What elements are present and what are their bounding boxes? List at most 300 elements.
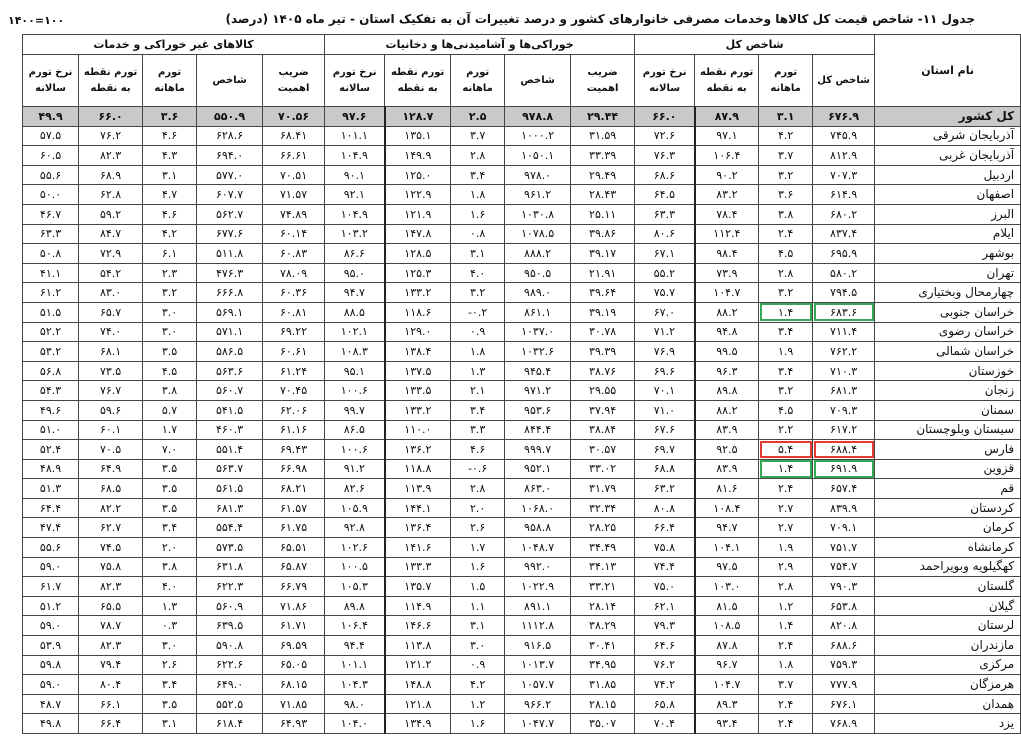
value-cell: ۷۰.۴۵ xyxy=(263,381,325,401)
value-cell: ۵۵۱.۴ xyxy=(197,440,263,460)
province-name-cell: هرمزگان xyxy=(875,675,1021,695)
value-cell: ۶۴.۵ xyxy=(635,185,695,205)
value-cell: ۳۱.۵۹ xyxy=(571,126,635,146)
value-cell: ۳۳.۰۲ xyxy=(571,459,635,479)
province-name-cell: کرمانشاه xyxy=(875,538,1021,558)
province-name-cell: مرکزی xyxy=(875,655,1021,675)
province-name-cell: ایلام xyxy=(875,224,1021,244)
value-cell: ۸۰.۸ xyxy=(635,498,695,518)
table-row xyxy=(23,381,1021,401)
value-cell: ۷۹۴.۵ xyxy=(813,283,875,303)
value-cell: ۳۰.۴۱ xyxy=(571,636,635,656)
value-cell: ۴۹.۹ xyxy=(23,107,79,127)
value-cell: ۱.۶ xyxy=(451,204,505,224)
col-nonfood-index: شاخص xyxy=(197,55,263,107)
value-cell: ۶۵.۸۷ xyxy=(263,557,325,577)
value-cell: ۱.۱ xyxy=(451,596,505,616)
value-cell: ۶۵.۵۱ xyxy=(263,538,325,558)
value-cell: ۶۸.۶ xyxy=(635,165,695,185)
value-cell: ۷۴.۸۹ xyxy=(263,204,325,224)
value-cell: ۱۱۰.۰ xyxy=(385,420,451,440)
value-cell: ۳.۱ xyxy=(759,107,813,127)
value-cell: ۸۸۸.۲ xyxy=(505,244,571,264)
value-cell: ۶۰۷.۷ xyxy=(197,185,263,205)
value-cell: ۱۰۲.۶ xyxy=(325,538,385,558)
value-cell: ۶۸۰.۲ xyxy=(813,204,875,224)
value-cell: ۶۰.۸۱ xyxy=(263,302,325,322)
value-cell: ۳.۴ xyxy=(451,165,505,185)
value-cell: ۵۶۳.۷ xyxy=(197,459,263,479)
value-cell: ۶۶.۴ xyxy=(79,714,143,734)
value-cell: ۷۶۸.۹ xyxy=(813,714,875,734)
table-row xyxy=(23,538,1021,558)
province-name-cell: بوشهر xyxy=(875,244,1021,264)
table-row xyxy=(23,694,1021,714)
value-cell: ۱۰۴۷.۷ xyxy=(505,714,571,734)
value-cell: ۱۰۶.۴ xyxy=(695,146,759,166)
value-cell: ۱۳۷.۵ xyxy=(385,361,451,381)
value-cell: ۷۸.۷ xyxy=(79,616,143,636)
value-cell: ۴.۵ xyxy=(143,361,197,381)
value-cell: ۱۴۶.۶ xyxy=(385,616,451,636)
value-cell: ۷۶.۳ xyxy=(635,146,695,166)
value-cell: ۵۳.۹ xyxy=(23,636,79,656)
value-cell: ۷۰۹.۱ xyxy=(813,518,875,538)
col-food-weight: ضریب اهمیت xyxy=(571,55,635,107)
food-group-header: خوراکی‌ها و آشامیدنی‌ها و دخانیات xyxy=(325,35,635,55)
value-cell: ۱۱۴.۹ xyxy=(385,596,451,616)
table-row xyxy=(23,165,1021,185)
province-name-cell: خراسان رضوی xyxy=(875,322,1021,342)
province-name-cell: کل کشور xyxy=(875,107,1021,127)
province-name-cell: کردستان xyxy=(875,498,1021,518)
value-cell: ۱.۴ xyxy=(759,302,813,322)
value-cell: ۲.۴ xyxy=(759,694,813,714)
value-cell: ۷۰.۵۱ xyxy=(263,165,325,185)
value-cell: ۵۱.۳ xyxy=(23,479,79,499)
value-cell: ۶۶۶.۸ xyxy=(197,283,263,303)
value-cell: ۳۹.۳۹ xyxy=(571,342,635,362)
value-cell: ۹۳.۴ xyxy=(695,714,759,734)
value-cell: ۶۸.۹ xyxy=(79,165,143,185)
value-cell: ۱۰۱.۱ xyxy=(325,655,385,675)
table-row xyxy=(23,459,1021,479)
value-cell: ۴۶.۷ xyxy=(23,204,79,224)
value-cell: ۱۲۸.۵ xyxy=(385,244,451,264)
value-cell: ۸۳.۹ xyxy=(695,459,759,479)
value-cell: ۱۰۵۰.۱ xyxy=(505,146,571,166)
value-cell: ۹۶.۳ xyxy=(695,361,759,381)
value-cell: ۶۲۲.۳ xyxy=(197,577,263,597)
value-cell: ۲.۴ xyxy=(759,714,813,734)
value-cell: ۱۱۱۲.۸ xyxy=(505,616,571,636)
value-cell: ۱۰۴.۰ xyxy=(325,714,385,734)
value-cell: ۹۵۳.۶ xyxy=(505,400,571,420)
table-row xyxy=(23,420,1021,440)
value-cell: ۱۰۰۰.۲ xyxy=(505,126,571,146)
value-cell: ۱۲۵.۳ xyxy=(385,263,451,283)
value-cell: ۱.۶ xyxy=(451,557,505,577)
value-cell: ۲.۸ xyxy=(451,479,505,499)
value-cell: ۳.۵ xyxy=(143,479,197,499)
province-name-cell: خوزستان xyxy=(875,361,1021,381)
value-cell: ۵۵.۲ xyxy=(635,263,695,283)
value-cell: ۱۳۴.۹ xyxy=(385,714,451,734)
value-cell: ۱۰۲.۱ xyxy=(325,322,385,342)
value-cell: ۸۰.۶ xyxy=(635,224,695,244)
value-cell: ۳.۲ xyxy=(759,283,813,303)
col-total-monthly: تورم ماهانه xyxy=(759,55,813,107)
value-cell: ۸۸.۲ xyxy=(695,302,759,322)
value-cell: ۵۵.۶ xyxy=(23,165,79,185)
value-cell: ۶۷.۶ xyxy=(635,420,695,440)
province-name-cell: تهران xyxy=(875,263,1021,283)
value-cell: ۳.۴ xyxy=(143,518,197,538)
value-cell: ۴.۵ xyxy=(759,400,813,420)
value-cell: ۴.۶ xyxy=(143,126,197,146)
value-cell: ۸۳.۹ xyxy=(695,420,759,440)
value-cell: ۱.۸ xyxy=(759,655,813,675)
value-cell: ۲۸.۲۵ xyxy=(571,518,635,538)
value-cell: ۶۱.۷۵ xyxy=(263,518,325,538)
value-cell: ۱۰۲۲.۹ xyxy=(505,577,571,597)
value-cell: ۴.۵ xyxy=(759,244,813,264)
value-cell: ۹۴.۷ xyxy=(325,283,385,303)
value-cell: ۴.۰ xyxy=(451,263,505,283)
value-cell: ۵۹.۸ xyxy=(23,655,79,675)
value-cell: ۸۲.۶ xyxy=(325,479,385,499)
value-cell: ۳.۱ xyxy=(143,714,197,734)
value-cell: ۶۲.۰۶ xyxy=(263,400,325,420)
value-cell: ۱۴۱.۶ xyxy=(385,538,451,558)
value-cell: ۴.۷ xyxy=(143,185,197,205)
value-cell: ۸۴۴.۴ xyxy=(505,420,571,440)
value-cell: ۴.۲ xyxy=(451,675,505,695)
value-cell: ۴۷.۴ xyxy=(23,518,79,538)
table-row xyxy=(23,361,1021,381)
value-cell: ۷۲.۶ xyxy=(635,126,695,146)
col-total-annual: نرخ تورم سالانه xyxy=(635,55,695,107)
value-cell: ۲۸.۱۵ xyxy=(571,694,635,714)
value-cell: ۵۵۴.۴ xyxy=(197,518,263,538)
value-cell: ۷۴۵.۹ xyxy=(813,126,875,146)
value-cell: ۱۱۳.۸ xyxy=(385,636,451,656)
base-year-label: ۱۴۰۰=۱۰۰ xyxy=(8,14,65,27)
value-cell: ۸۱۲.۹ xyxy=(813,146,875,166)
value-cell: ۷۷۷.۹ xyxy=(813,675,875,695)
value-cell: ۴.۲ xyxy=(759,126,813,146)
value-cell: ۶۹۱.۹ xyxy=(813,459,875,479)
value-cell: ۶۶.۷۹ xyxy=(263,577,325,597)
value-cell: ۵۹.۲ xyxy=(79,204,143,224)
value-cell: ۷۶.۲ xyxy=(635,655,695,675)
value-cell: ۴۹.۶ xyxy=(23,400,79,420)
value-cell: ۶۸۳.۶ xyxy=(813,302,875,322)
value-cell: ۱۰۴.۱ xyxy=(695,538,759,558)
province-name-cell: یزد xyxy=(875,714,1021,734)
value-cell: ۵۸۰.۲ xyxy=(813,263,875,283)
value-cell: ۳.۱ xyxy=(451,616,505,636)
value-cell: ۲.۷ xyxy=(759,498,813,518)
province-name-cell: البرز xyxy=(875,204,1021,224)
value-cell: ۷۸.۴ xyxy=(695,204,759,224)
value-cell: ۱.۹ xyxy=(759,342,813,362)
value-cell: ۹۸.۴ xyxy=(695,244,759,264)
value-cell: ۲.۸ xyxy=(451,146,505,166)
value-cell: ۴.۶ xyxy=(451,440,505,460)
table-row xyxy=(23,322,1021,342)
value-cell: ۳۸.۷۶ xyxy=(571,361,635,381)
value-cell: ۲.۴ xyxy=(759,636,813,656)
value-cell: ۸۶۱.۱ xyxy=(505,302,571,322)
value-cell: ۳۵.۰۷ xyxy=(571,714,635,734)
table-row xyxy=(23,224,1021,244)
table-row xyxy=(23,479,1021,499)
province-name-cell: اصفهان xyxy=(875,185,1021,205)
value-cell: ۰.۸ xyxy=(451,224,505,244)
value-cell: ۶۸۱.۳ xyxy=(813,381,875,401)
value-cell: ۸۲۰.۸ xyxy=(813,616,875,636)
value-cell: ۲.۵ xyxy=(451,107,505,127)
value-cell: ۹۲.۱ xyxy=(325,185,385,205)
value-cell: ۶۹.۲۲ xyxy=(263,322,325,342)
value-cell: ۹۵.۰ xyxy=(325,263,385,283)
value-cell: ۵۶۹.۱ xyxy=(197,302,263,322)
value-cell: ۹۷.۶ xyxy=(325,107,385,127)
nonfood-group-header: کالاهای غیر خوراکی و خدمات xyxy=(23,35,325,55)
value-cell: ۱.۳ xyxy=(143,596,197,616)
province-name-cell: آذربایجان غربی xyxy=(875,146,1021,166)
value-cell: ۳.۸ xyxy=(143,381,197,401)
value-cell: ۵۷۷.۰ xyxy=(197,165,263,185)
value-cell: ۶۰.۵ xyxy=(23,146,79,166)
value-cell: ۱۰۳۷.۰ xyxy=(505,322,571,342)
value-cell: ۲۹.۴۹ xyxy=(571,165,635,185)
value-cell: ۹۰.۲ xyxy=(695,165,759,185)
value-cell: ۶۵.۷ xyxy=(79,302,143,322)
value-cell: ۰.۹ xyxy=(451,655,505,675)
province-name-cell: خراسان جنوبی xyxy=(875,302,1021,322)
value-cell: ۶۳۹.۵ xyxy=(197,616,263,636)
value-cell: ۸۳.۰ xyxy=(79,283,143,303)
value-cell: ۶۸.۸ xyxy=(635,459,695,479)
value-cell: ۶۵.۵ xyxy=(79,596,143,616)
value-cell: ۷۹.۳ xyxy=(635,616,695,636)
value-cell: ۷۱.۸۶ xyxy=(263,596,325,616)
value-cell: ۷۳.۹ xyxy=(695,263,759,283)
table-row xyxy=(23,675,1021,695)
value-cell: ۱۰۵.۳ xyxy=(325,577,385,597)
value-cell: ۶۶.۴ xyxy=(635,518,695,538)
value-cell: ۳.۱ xyxy=(451,244,505,264)
value-cell: ۲.۰ xyxy=(451,498,505,518)
value-cell: ۴.۲ xyxy=(143,224,197,244)
value-cell: ۶۷.۱ xyxy=(635,244,695,264)
province-name-cell: زنجان xyxy=(875,381,1021,401)
province-name-cell: گلستان xyxy=(875,577,1021,597)
value-cell: ۳.۱ xyxy=(143,165,197,185)
value-cell: ۵۶۰.۷ xyxy=(197,381,263,401)
country-total-row xyxy=(23,107,1021,127)
value-cell: ۲.۶ xyxy=(143,655,197,675)
value-cell: ۳.۸ xyxy=(759,204,813,224)
table-row xyxy=(23,577,1021,597)
table-row xyxy=(23,146,1021,166)
value-cell: ۳.۲ xyxy=(143,283,197,303)
value-cell: ۵۷۳.۵ xyxy=(197,538,263,558)
value-cell: ۳.۰ xyxy=(143,636,197,656)
value-cell: ۳۳.۳۹ xyxy=(571,146,635,166)
table-row xyxy=(23,596,1021,616)
value-cell: ۶۹۵.۹ xyxy=(813,244,875,264)
value-cell: ۶۱۷.۲ xyxy=(813,420,875,440)
value-cell: ۳.۴ xyxy=(759,361,813,381)
value-cell: ۸۶.۵ xyxy=(325,420,385,440)
value-cell: ۵۶۰.۹ xyxy=(197,596,263,616)
province-name-cell: اردبیل xyxy=(875,165,1021,185)
value-cell: ۱۳۵.۷ xyxy=(385,577,451,597)
value-cell: ۲.۴ xyxy=(759,479,813,499)
value-cell: ۹۷۸.۸ xyxy=(505,107,571,127)
value-cell: ۶۴.۹ xyxy=(79,459,143,479)
value-cell: ۹۹۲.۰ xyxy=(505,557,571,577)
value-cell: ۱۲۹.۰ xyxy=(385,322,451,342)
value-cell: ۳.۵ xyxy=(143,498,197,518)
value-cell: ۱۳۳.۵ xyxy=(385,381,451,401)
value-cell: ۹۲.۵ xyxy=(695,440,759,460)
value-cell: ۷۰۹.۳ xyxy=(813,400,875,420)
value-cell: ۳۹.۸۶ xyxy=(571,224,635,244)
value-cell: ۱۱۲.۴ xyxy=(695,224,759,244)
value-cell: ۶۲۲.۶ xyxy=(197,655,263,675)
province-name-cell: قزوین xyxy=(875,459,1021,479)
value-cell: ۶۰.۳۶ xyxy=(263,283,325,303)
value-cell: ۷۰.۱ xyxy=(635,381,695,401)
value-cell: ۴۸.۹ xyxy=(23,459,79,479)
value-cell: ۶۹.۶ xyxy=(635,361,695,381)
value-cell: ۵۵۰.۹ xyxy=(197,107,263,127)
value-cell: ۱.۸ xyxy=(451,185,505,205)
table-row xyxy=(23,714,1021,734)
value-cell: ۶۳.۲ xyxy=(635,479,695,499)
value-cell: ۶۱.۷ xyxy=(23,577,79,597)
value-cell: ۶۱.۲۴ xyxy=(263,361,325,381)
value-cell: ۸۱.۵ xyxy=(695,596,759,616)
value-cell: ۳.۲ xyxy=(451,283,505,303)
value-cell: ۸۷.۸ xyxy=(695,636,759,656)
value-cell: ۹۷۸.۰ xyxy=(505,165,571,185)
value-cell: ۴.۶ xyxy=(143,204,197,224)
value-cell: ۸۴.۷ xyxy=(79,224,143,244)
value-cell: ۱۴۷.۸ xyxy=(385,224,451,244)
table-row xyxy=(23,557,1021,577)
value-cell: ۰.۳ xyxy=(143,616,197,636)
province-name-cell: قم xyxy=(875,479,1021,499)
value-cell: ۶۳.۳ xyxy=(23,224,79,244)
value-cell: ۹۷.۵ xyxy=(695,557,759,577)
value-cell: ۹۰.۱ xyxy=(325,165,385,185)
value-cell: ۵۱.۵ xyxy=(23,302,79,322)
value-cell: ۷۰۷.۳ xyxy=(813,165,875,185)
value-cell: ۷۴.۰ xyxy=(79,322,143,342)
value-cell: ۶۹.۵۹ xyxy=(263,636,325,656)
value-cell: ۳۹.۶۴ xyxy=(571,283,635,303)
value-cell: ۱۳۳.۳ xyxy=(385,557,451,577)
value-cell: ۷۵.۸ xyxy=(79,557,143,577)
value-cell: ۲۱.۹۱ xyxy=(571,263,635,283)
value-cell: ۶۹.۴۳ xyxy=(263,440,325,460)
value-cell: ۸۶۳.۰ xyxy=(505,479,571,499)
value-cell: ۱۴۹.۹ xyxy=(385,146,451,166)
value-cell: ۱۲۱.۲ xyxy=(385,655,451,675)
value-cell: ۴۸.۷ xyxy=(23,694,79,714)
province-name-cell: آذربایجان شرقی xyxy=(875,126,1021,146)
value-cell: ۷۴.۵ xyxy=(79,538,143,558)
province-name-cell: کهگیلویه وبویراحمد xyxy=(875,557,1021,577)
table-row xyxy=(23,283,1021,303)
value-cell: ۶۶.۰ xyxy=(79,107,143,127)
value-cell: ۹۴.۴ xyxy=(325,636,385,656)
value-cell: ۱۰۵۷.۷ xyxy=(505,675,571,695)
value-cell: ۵۸۶.۵ xyxy=(197,342,263,362)
value-cell: ۱۳۶.۴ xyxy=(385,518,451,538)
value-cell: ۳.۷ xyxy=(759,675,813,695)
value-cell: ۱۰۸.۳ xyxy=(325,342,385,362)
value-cell: ۷۵۹.۳ xyxy=(813,655,875,675)
value-cell: ۹۴.۷ xyxy=(695,518,759,538)
col-food-p2p: تورم نقطه به نقطه xyxy=(385,55,451,107)
value-cell: ۵۰.۰ xyxy=(23,185,79,205)
value-cell: ۶۴۹.۰ xyxy=(197,675,263,695)
table-row xyxy=(23,616,1021,636)
value-cell: ۵۴.۳ xyxy=(23,381,79,401)
value-cell: ۳۴.۹۵ xyxy=(571,655,635,675)
value-cell: ۶۸۸.۴ xyxy=(813,440,875,460)
value-cell: ۹۸۹.۰ xyxy=(505,283,571,303)
value-cell: ۶۱.۲ xyxy=(23,283,79,303)
province-name-cell: سمنان xyxy=(875,400,1021,420)
value-cell: ۱۰۳۲.۶ xyxy=(505,342,571,362)
value-cell: ۵۴۱.۵ xyxy=(197,400,263,420)
value-cell: ۱.۳ xyxy=(451,361,505,381)
value-cell: ۶۶.۹۸ xyxy=(263,459,325,479)
value-cell: ۱۰۸.۵ xyxy=(695,616,759,636)
table-row xyxy=(23,126,1021,146)
value-cell: ۱۰۴.۹ xyxy=(325,146,385,166)
value-cell: ۷۹۰.۳ xyxy=(813,577,875,597)
value-cell: ۸۱.۶ xyxy=(695,479,759,499)
value-cell: ۷۵۴.۷ xyxy=(813,557,875,577)
province-name-cell: لرستان xyxy=(875,616,1021,636)
value-cell: ۸۲.۲ xyxy=(79,498,143,518)
value-cell: ۱.۷ xyxy=(143,420,197,440)
value-cell: ۸۳.۲ xyxy=(695,185,759,205)
value-cell: ۹۲.۸ xyxy=(325,518,385,538)
value-cell: ۶۰.۸۳ xyxy=(263,244,325,264)
value-cell: ۲.۷ xyxy=(759,518,813,538)
value-cell: ۹۴۵.۴ xyxy=(505,361,571,381)
value-cell: ۶۳.۳ xyxy=(635,204,695,224)
value-cell: ۳۹.۱۹ xyxy=(571,302,635,322)
value-cell: ۹۵۰.۵ xyxy=(505,263,571,283)
value-cell: ۱۰۱.۱ xyxy=(325,126,385,146)
table-row xyxy=(23,302,1021,322)
value-cell: ۵۵.۶ xyxy=(23,538,79,558)
value-cell: ۷۶.۲ xyxy=(79,126,143,146)
value-cell: ۹۵۲.۱ xyxy=(505,459,571,479)
value-cell: ۹۷۱.۲ xyxy=(505,381,571,401)
value-cell: ۳.۳ xyxy=(451,420,505,440)
